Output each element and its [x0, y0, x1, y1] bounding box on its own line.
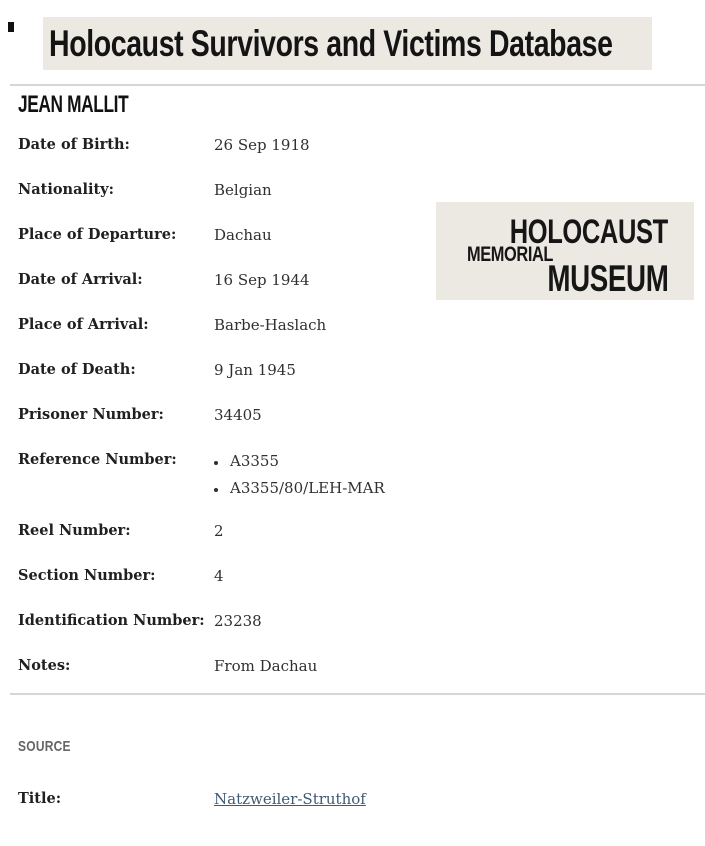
reference-number-item: • A3355 [228, 448, 385, 475]
source-title-link[interactable]: Natzweiler-Struthof [214, 790, 366, 808]
field-row-reference-number [18, 448, 705, 502]
field-row-date-of-death [18, 358, 705, 382]
holocaust-memorial-museum-logo [436, 202, 694, 300]
field-row-place-of-arrival [18, 313, 705, 337]
field-value: Barbe-Haslach [214, 316, 327, 334]
source-heading [18, 738, 705, 754]
field-value: From Dachau [214, 657, 318, 675]
corner-mark [8, 22, 14, 32]
field-row-reel-number [18, 519, 705, 543]
site-title: Holocaust Survivors and Victims Database [49, 22, 613, 64]
source-section [18, 738, 705, 811]
person-name-heading [18, 91, 705, 118]
field-label: Date of Death: [18, 361, 136, 378]
divider-top [10, 84, 705, 86]
field-label: Place of Arrival: [18, 316, 149, 333]
field-label: Notes: [18, 657, 71, 674]
field-value: 9 Jan 1945 [214, 361, 296, 379]
record-content [0, 91, 705, 811]
field-value: 34405 [214, 406, 262, 424]
field-label: Nationality: [18, 181, 114, 198]
logo-word-memorial: MEMORIAL [467, 243, 554, 266]
field-label: Date of Birth: [18, 136, 130, 153]
site-title-banner [43, 17, 652, 70]
page-header [0, 17, 705, 70]
field-value: 23238 [214, 612, 262, 630]
field-value: Dachau [214, 226, 272, 244]
field-label: Prisoner Number: [18, 406, 164, 423]
field-label: Title: [18, 790, 62, 807]
field-row-prisoner-number [18, 403, 705, 427]
field-row-source-title [18, 787, 705, 811]
field-value: 4 [214, 567, 224, 585]
field-row-section-number [18, 564, 705, 588]
field-value [214, 787, 366, 811]
reference-number-item: • A3355/80/LEH-MAR [228, 475, 385, 502]
field-label: Reel Number: [18, 522, 131, 539]
person-name: JEAN MALLIT [18, 91, 129, 118]
field-value: 26 Sep 1918 [214, 136, 310, 154]
field-value-list [228, 448, 385, 502]
field-label: Place of Departure: [18, 226, 177, 243]
field-label: Identification Number: [18, 612, 205, 629]
logo-word-museum: MUSEUM [546, 258, 668, 299]
field-row-notes [18, 654, 705, 678]
field-value: 2 [214, 522, 224, 540]
field-label: Reference Number: [18, 451, 177, 468]
record-page [0, 17, 705, 846]
divider-bottom [10, 693, 705, 695]
source-heading-text: SOURCE [18, 738, 71, 755]
field-label: Date of Arrival: [18, 271, 143, 288]
field-row-nationality [18, 178, 705, 202]
field-row-date-of-birth [18, 133, 705, 157]
logo-word-holocaust: HOLOCAUST [509, 213, 668, 251]
field-label: Section Number: [18, 567, 156, 584]
field-value: Belgian [214, 181, 272, 199]
field-value: 16 Sep 1944 [214, 271, 310, 289]
field-row-identification-number [18, 609, 705, 633]
